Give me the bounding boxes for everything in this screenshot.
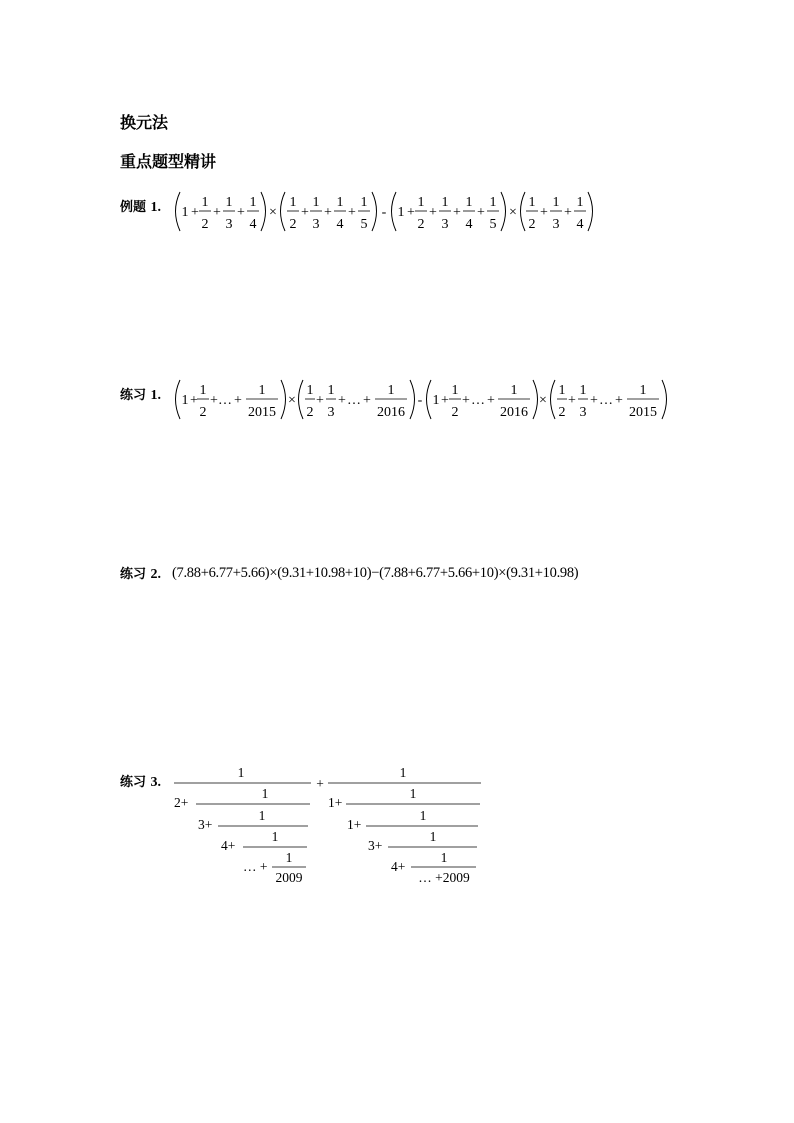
frac-den: 3 bbox=[552, 217, 560, 232]
frac-den: 2 bbox=[199, 405, 207, 420]
op-plus: + bbox=[477, 205, 485, 220]
practice-1-expression bbox=[168, 376, 672, 424]
cf-term: 3+ bbox=[198, 817, 213, 832]
op-times: × bbox=[269, 205, 277, 220]
frac-num: 1 bbox=[451, 383, 459, 398]
frac-num: 1 bbox=[201, 195, 209, 210]
frac-num: 1 bbox=[237, 765, 245, 780]
frac-num: 1 bbox=[258, 383, 266, 398]
op-plus: + bbox=[429, 205, 437, 220]
frac-den: 2 bbox=[558, 405, 566, 420]
cf-term: 4+ bbox=[221, 838, 236, 853]
frac-num: 1 bbox=[576, 195, 584, 210]
ellipsis: … bbox=[218, 393, 232, 408]
op-plus: + bbox=[316, 393, 324, 408]
frac-num: 1 bbox=[225, 195, 233, 210]
op-plus: + bbox=[407, 205, 415, 220]
practice-3-label bbox=[120, 776, 161, 790]
frac-den: 3 bbox=[327, 405, 335, 420]
frac-num: 1 bbox=[312, 195, 320, 210]
frac-den: 2016 bbox=[377, 405, 405, 420]
problem-label-text: 例题 bbox=[120, 200, 147, 215]
num-1: 1 bbox=[181, 393, 189, 408]
op-plus: + bbox=[590, 393, 598, 408]
op-plus: + bbox=[568, 393, 576, 408]
op-plus: + bbox=[363, 393, 371, 408]
op-plus: + bbox=[453, 205, 461, 220]
frac-den: 2 bbox=[528, 217, 536, 232]
ellipsis: … bbox=[599, 393, 613, 408]
frac-num: 1 bbox=[440, 850, 448, 865]
frac-num: 1 bbox=[528, 195, 536, 210]
frac-num: 1 bbox=[199, 383, 207, 398]
op-minus: - bbox=[417, 393, 423, 408]
practice-1-label bbox=[120, 389, 161, 403]
problem-number: 2. bbox=[150, 567, 162, 582]
op-times: × bbox=[509, 205, 517, 220]
op-plus: + bbox=[210, 393, 218, 408]
op-plus: + bbox=[487, 393, 495, 408]
frac-num: 1 bbox=[417, 195, 425, 210]
frac-den: 2009 bbox=[275, 870, 303, 885]
frac-den: 2 bbox=[417, 217, 425, 232]
frac-num: 1 bbox=[399, 765, 407, 780]
ellipsis: … bbox=[347, 393, 361, 408]
frac-num: 1 bbox=[441, 195, 449, 210]
frac-den: 2 bbox=[201, 217, 209, 232]
op-plus: + bbox=[615, 393, 623, 408]
frac-den: 5 bbox=[360, 217, 368, 232]
op-plus: + bbox=[338, 393, 346, 408]
practice-3-expression bbox=[168, 758, 488, 888]
cf-term: 1+ bbox=[347, 817, 362, 832]
op-times: × bbox=[288, 393, 296, 408]
frac-den: 2015 bbox=[248, 405, 276, 420]
frac-num: 1 bbox=[429, 829, 437, 844]
op-plus: + bbox=[190, 393, 198, 408]
frac-num: 1 bbox=[639, 383, 647, 398]
cf-term: 4+ bbox=[391, 859, 406, 874]
frac-den: … +2009 bbox=[418, 870, 470, 885]
frac-num: 1 bbox=[419, 808, 427, 823]
problem-label-text: 练习 bbox=[120, 775, 147, 790]
num-1: 1 bbox=[181, 205, 189, 220]
practice-2-label bbox=[120, 568, 161, 582]
op-plus: + bbox=[441, 393, 449, 408]
op-plus: + bbox=[348, 205, 356, 220]
frac-num: 1 bbox=[306, 383, 314, 398]
op-plus: + bbox=[564, 205, 572, 220]
frac-num: 1 bbox=[336, 195, 344, 210]
problem-number: 3. bbox=[150, 775, 162, 790]
frac-num: 1 bbox=[360, 195, 368, 210]
frac-num: 1 bbox=[249, 195, 257, 210]
problem-number: 1. bbox=[150, 200, 162, 215]
example-1-expression bbox=[168, 188, 608, 236]
frac-den: 3 bbox=[225, 217, 233, 232]
op-minus: - bbox=[381, 205, 387, 220]
num-1: 1 bbox=[397, 205, 405, 220]
frac-num: 1 bbox=[271, 829, 279, 844]
frac-num: 1 bbox=[510, 383, 518, 398]
frac-num: 1 bbox=[387, 383, 395, 398]
frac-num: 1 bbox=[579, 383, 587, 398]
op-plus: + bbox=[213, 205, 221, 220]
frac-num: 1 bbox=[409, 786, 417, 801]
cf-term: 2+ bbox=[174, 795, 189, 810]
frac-num: 1 bbox=[465, 195, 473, 210]
problem-number: 1. bbox=[150, 388, 162, 403]
op-times: × bbox=[539, 393, 547, 408]
practice-2-expression: (7.88+6.77+5.66)×(9.31+10.98+10)−(7.88+6.77+5.66+10)×(9.31+10.98) bbox=[172, 565, 579, 581]
frac-num: 1 bbox=[261, 786, 269, 801]
frac-den: 5 bbox=[489, 217, 497, 232]
frac-den: 3 bbox=[579, 405, 587, 420]
problem-label-text: 练习 bbox=[120, 567, 147, 582]
frac-den: 2015 bbox=[629, 405, 657, 420]
frac-den: 4 bbox=[249, 217, 257, 232]
ellipsis: … bbox=[471, 393, 485, 408]
problem-label-text: 练习 bbox=[120, 388, 147, 403]
frac-den: 4 bbox=[336, 217, 344, 232]
cf-term: 1+ bbox=[328, 795, 343, 810]
frac-num: 1 bbox=[258, 808, 266, 823]
example-1-label bbox=[120, 201, 161, 215]
frac-den: 4 bbox=[576, 217, 584, 232]
frac-num: 1 bbox=[489, 195, 497, 210]
op-plus: + bbox=[324, 205, 332, 220]
op-plus: + bbox=[462, 393, 470, 408]
frac-num: 1 bbox=[289, 195, 297, 210]
frac-num: 1 bbox=[552, 195, 560, 210]
frac-num: 1 bbox=[558, 383, 566, 398]
op-plus: + bbox=[234, 393, 242, 408]
cf-term: … + bbox=[243, 859, 268, 874]
page-title: 换元法 bbox=[120, 113, 169, 132]
frac-num: 1 bbox=[327, 383, 335, 398]
op-plus: + bbox=[301, 205, 309, 220]
section-subtitle: 重点题型精讲 bbox=[120, 152, 217, 171]
frac-den: 2 bbox=[306, 405, 314, 420]
frac-den: 2 bbox=[451, 405, 459, 420]
frac-num: 1 bbox=[285, 850, 293, 865]
frac-den: 3 bbox=[441, 217, 449, 232]
num-1: 1 bbox=[432, 393, 440, 408]
frac-den: 4 bbox=[465, 217, 473, 232]
op-plus: + bbox=[237, 205, 245, 220]
op-plus: + bbox=[316, 776, 324, 791]
frac-den: 2016 bbox=[500, 405, 528, 420]
op-plus: + bbox=[191, 205, 199, 220]
frac-den: 2 bbox=[289, 217, 297, 232]
cf-term: 3+ bbox=[368, 838, 383, 853]
op-plus: + bbox=[540, 205, 548, 220]
frac-den: 3 bbox=[312, 217, 320, 232]
